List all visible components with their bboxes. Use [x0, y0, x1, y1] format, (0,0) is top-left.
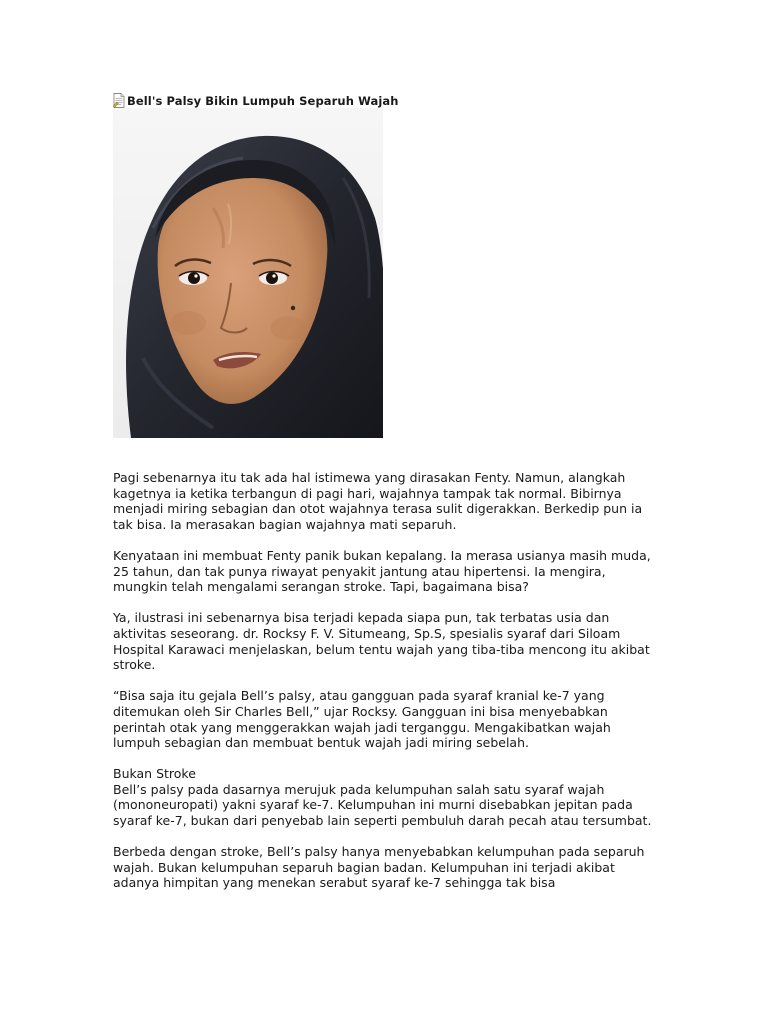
document-icon	[113, 93, 125, 108]
paragraph: “Bisa saja itu gejala Bell’s palsy, atau gangguan pada syaraf kranial ke-7 yang ditemukan oleh Sir Charles Bell,” ujar Rocksy. Gangguan ini bisa menyebabkan perintah otak yang menggerakkan wajah jadi terganggu. Mengakibatkan wajah lumpuh sebagian dan membuat bentuk wajah jadi miring sebelah.	[113, 688, 611, 751]
paragraph: Ya, ilustrasi ini sebenarnya bisa terjadi kepada siapa pun, tak terbatas usia dan aktivitas seseorang. dr. Rocksy F. V. Situmeang, Sp.S, spesialis syaraf dari Siloam Hospital Karawaci menjelaskan, belum tentu wajah yang tiba-tiba mencong itu akibat stroke.	[113, 610, 650, 673]
article-body	[113, 470, 658, 891]
subheading: Bukan Stroke	[113, 766, 196, 782]
paragraph: Pagi sebenarnya itu tak ada hal istimewa yang dirasakan Fenty. Namun, alangkah kagetnya ia ketika terbangun di pagi hari, wajahnya tampak tak normal. Bibirnya menjadi miring sebagian dan otot wajahnya terasa sulit digerakkan. Berkedip pun ia tak bisa. Ia merasakan bagian wajahnya mati separuh.	[113, 470, 643, 532]
girl-in-hijab-photo	[113, 108, 383, 438]
section-block	[113, 766, 658, 828]
paragraph: Kenyataan ini membuat Fenty panik bukan kepalang. Ia merasa usianya masih muda, 25 tahun, dan tak punya riwayat penyakit jantung atau hipertensi. Ia mengira, mungkin telah mengalami serangan stroke. Tapi, bagaimana bisa?	[113, 547, 651, 595]
article-header	[113, 88, 658, 108]
article-title: Bell's Palsy Bikin Lumpuh Separuh Wajah	[127, 94, 399, 108]
article	[113, 88, 658, 891]
paragraph: Bell’s palsy pada dasarnya merujuk pada kelumpuhan salah satu syaraf wajah (mononeuropati) yakni syaraf ke-7. Kelumpuhan ini murni disebabkan jepitan pada syaraf ke-7, bukan dari penyebab lain seperti pembuluh darah pecah atau tersumbat.	[113, 781, 652, 829]
paragraph: Berbeda dengan stroke, Bell’s palsy hanya menyebabkan kelumpuhan pada separuh wajah. Bukan kelumpuhan separuh bagian badan. Kelumpuhan ini terjadi akibat adanya himpitan yang menekan serabut syaraf ke-7 sehingga tak bisa	[113, 844, 645, 891]
